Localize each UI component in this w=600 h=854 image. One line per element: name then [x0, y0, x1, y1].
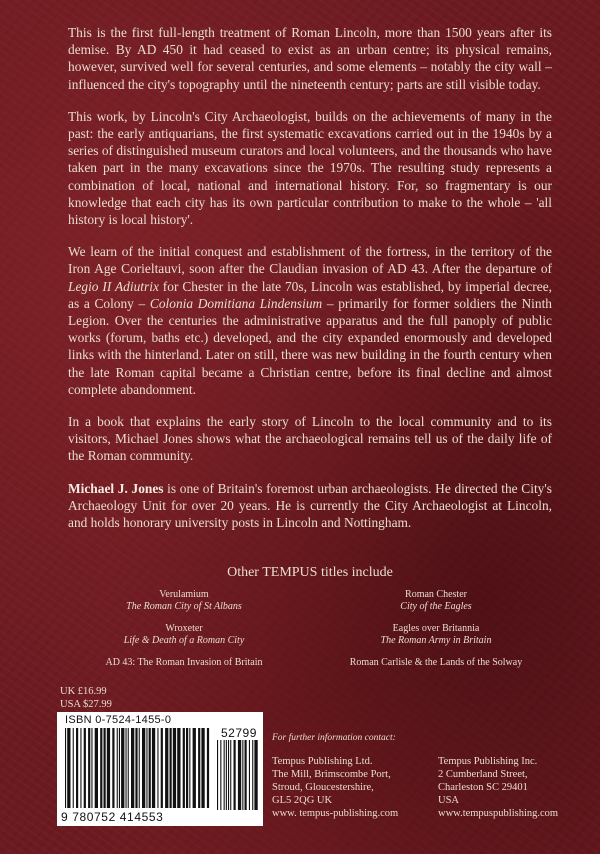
publisher-address-line: Stroud, Gloucestershire,	[272, 782, 374, 793]
title-entry	[320, 657, 552, 669]
barcode-bar	[238, 740, 241, 810]
price-uk: UK £16.99	[60, 686, 107, 697]
book-title: Verulamium	[159, 589, 209, 600]
book-subtitle: The Roman City of St Albans	[126, 601, 242, 612]
publisher-address-line: 2 Cumberland Street,	[438, 769, 528, 780]
barcode-bar	[135, 728, 137, 808]
barcode-bar	[131, 728, 134, 808]
barcode	[57, 712, 263, 826]
publisher-uk	[272, 755, 398, 820]
barcode-bar	[198, 728, 200, 808]
barcode-bar	[95, 728, 98, 808]
barcode-bar	[100, 728, 102, 808]
isbn-label: ISBN 0-7524-1455-0	[65, 714, 172, 726]
blurb-p3-text: – primarily for former soldiers the Ninth Legion. Over the centuries the administrative apparatus and the full panoply of public works (forum, baths etc.) developed, and the city expanded enormously and developed links with the hinterland. Later on still, there was new building in the fourth century when the late Roman capital became a Christian centre, before its final decline and almost complete abandonment.	[68, 295, 552, 397]
barcode-bar	[161, 728, 163, 808]
author-name: Michael J. Jones	[68, 480, 164, 496]
publisher-address-line: GL5 2QG UK	[272, 795, 333, 806]
barcode-bar	[177, 728, 180, 808]
barcode-bar	[80, 728, 81, 808]
addon-barcode-bars	[217, 740, 259, 812]
barcode-bar	[193, 728, 196, 808]
barcode-bar	[126, 728, 127, 808]
book-title: Roman Chester	[405, 589, 467, 600]
author-bio-text: is one of Britain's foremost urban archaeologists. He directed the City's Archaeology Unit for over 20 years. He is currently the City Archaeologist at Lincoln, and holds honorary university posts in Lincoln and Nottingham.	[68, 480, 552, 531]
price-usa: USA $27.99	[60, 699, 112, 710]
barcode-bar	[107, 728, 110, 808]
blurb-p3-text: We learn of the initial conquest and establishment of the fortress, in the territory of the Iron Age Corieltauvi, soon after the Claudian invasion of AD 43. After the departure of	[68, 244, 552, 277]
title-entry	[68, 623, 300, 647]
barcode-bar	[119, 728, 120, 808]
barcode-bar	[117, 728, 118, 808]
blurb-paragraph-3	[68, 243, 552, 398]
barcode-bar	[189, 728, 190, 808]
title-entry	[68, 657, 300, 669]
title-entry	[320, 589, 552, 613]
publisher-name: Tempus Publishing Ltd.	[272, 756, 373, 767]
barcode-bar	[183, 728, 185, 808]
barcode-bar	[65, 728, 66, 808]
barcode-bar	[146, 728, 147, 808]
barcode-bar	[157, 728, 158, 808]
book-subtitle: City of the Eagles	[400, 601, 472, 612]
publisher-website: www. tempus-publishing.com	[272, 808, 399, 819]
barcode-bar	[112, 728, 114, 808]
publisher-address-line: Charleston SC 29401	[438, 782, 528, 793]
blurb-p3-text: for Chester in the late 70s, Lincoln was established, by imperial decree, as a Colony –	[68, 278, 552, 311]
barcode-bar	[245, 740, 247, 810]
barcode-bar	[165, 728, 168, 808]
book-title: Eagles over Britannia	[392, 623, 480, 634]
barcode-bar	[128, 728, 129, 808]
barcode-bar	[230, 740, 231, 810]
barcode-bar	[226, 740, 227, 810]
publisher-us	[438, 755, 558, 820]
barcode-bar	[91, 728, 92, 808]
barcode-bar	[207, 728, 209, 808]
barcode-bar	[149, 728, 151, 808]
ean-number: 9 780752 414553	[61, 810, 164, 824]
blurb	[68, 24, 552, 546]
publisher-name: Tempus Publishing Inc.	[438, 756, 538, 767]
book-title: AD 43: The Roman Invasion of Britain	[105, 657, 263, 668]
barcode-bar	[84, 728, 86, 808]
barcode-bar	[228, 740, 229, 810]
blurb-paragraph-2: This work, by Lincoln's City Archaeologist, builds on the achievements of many in the past: the early antiquarians, the first systematic excavations carried out in the 1940s by a series of distinguished museum curators and local volunteers, and the thousands who have taken part in the many excavations since the 1970s. The resulting study represents a combination of local, national and international history. For, so fragmentary is our knowledge that each city has its own particular contribution to make to the whole – 'all history is local history'.	[68, 108, 552, 228]
barcode-bar	[88, 728, 90, 808]
titles-grid	[68, 589, 552, 669]
barcode-bar	[67, 728, 70, 808]
barcode-bar	[254, 740, 257, 810]
ean-barcode-bars	[65, 728, 213, 812]
title-entry	[320, 623, 552, 647]
barcode-bar	[73, 728, 74, 808]
blurb-paragraph-1: This is the first full-length treatment of Roman Lincoln, more than 1500 years after its demise. By AD 450 it had ceased to exist as an urban centre; its physical remains, however, survived well for several centuries, and some elements – notably the city wall – influenced the city's topography until the nineteenth century; parts are still visible today.	[68, 25, 552, 92]
barcode-bar	[139, 728, 140, 808]
other-titles-heading: Other TEMPUS titles include	[227, 565, 393, 580]
barcode-bar	[220, 740, 221, 810]
barcode-bar	[152, 728, 155, 808]
barcode-bar	[170, 728, 172, 808]
book-subtitle: Life & Death of a Roman City	[123, 635, 245, 646]
barcode-bar	[173, 728, 176, 808]
price-addon-number: 52799	[221, 726, 257, 740]
barcode-bar	[121, 728, 124, 808]
barcode-bar	[252, 740, 253, 810]
title-entry	[68, 589, 300, 613]
publisher-website: www.tempuspublishing.com	[438, 808, 559, 819]
barcode-bar	[201, 728, 204, 808]
other-titles	[68, 565, 552, 669]
author-bio	[68, 480, 552, 532]
publisher-address-line: The Mill, Brimscombe Port,	[272, 769, 391, 780]
barcode-bar	[224, 740, 225, 810]
book-title: Roman Carlisle & the Lands of the Solway	[349, 657, 523, 668]
blurb-paragraph-4: In a book that explains the early story of Lincoln to the local community and to its visitors, Michael Jones shows what the archaeological remains tell us of the daily life of the Roman community.	[68, 414, 552, 464]
legion-name: Legio II Adiutrix	[68, 278, 159, 294]
book-title: Wroxeter	[165, 623, 203, 634]
barcode-bar	[249, 740, 250, 810]
contact-heading: For further information contact:	[272, 733, 396, 743]
barcode-bar	[76, 728, 78, 808]
book-subtitle: The Roman Army in Britain	[380, 635, 492, 646]
barcode-bar	[104, 728, 106, 808]
barcode-bar	[217, 740, 218, 810]
barcode-bar	[234, 740, 236, 810]
barcode-bar	[142, 728, 145, 808]
barcode-bar	[242, 740, 243, 810]
colonia-name: Colonia Domitiana Lindensium	[149, 295, 323, 311]
barcode-bar	[186, 728, 188, 808]
publisher-address-line: USA	[438, 795, 460, 806]
